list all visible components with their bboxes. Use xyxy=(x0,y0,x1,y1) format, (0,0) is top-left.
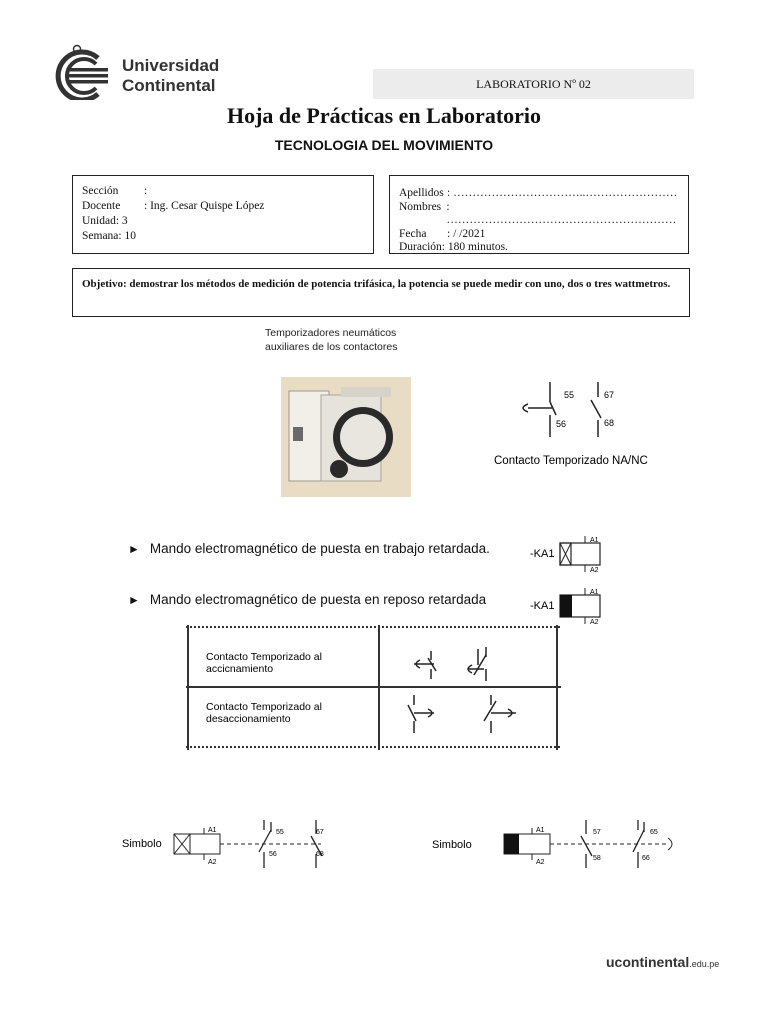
bullet-arrow-icon: ► xyxy=(128,592,140,607)
bullet-text-trabajo: Mando electromagnético de puesta en trabajo retardada. xyxy=(149,541,490,556)
info-row-seccion: Sección : xyxy=(82,185,148,197)
bullet-item-reposo xyxy=(128,592,486,607)
coil-delay-off xyxy=(528,584,608,631)
contact-label-56: 56 xyxy=(556,419,567,429)
university-name-line2: Continental xyxy=(122,76,216,95)
objective-box: Objetivo: demostrar los métodos de medición de potencia trifásica, la potencia se puede medir con uno, dos o tres wattmetros. xyxy=(72,268,690,317)
lab-number-box: LABORATORIO Nº 02 xyxy=(373,69,694,99)
svg-text:A2: A2 xyxy=(590,619,599,626)
svg-text:A2: A2 xyxy=(536,859,545,866)
page-title: Hoja de Prácticas en Laboratorio xyxy=(226,103,542,128)
university-logo xyxy=(48,44,116,105)
footer-domain: .edu.pe xyxy=(689,959,720,969)
photo-caption: Temporizadores neumáticos auxiliares de los contactores xyxy=(265,327,398,353)
info-row-fecha: Fecha : / /2021 xyxy=(399,227,486,240)
contact-caption: Contacto Temporizado NA/NC xyxy=(494,455,648,467)
contact-label-55: 55 xyxy=(564,390,575,400)
info-row-nombres: Nombres : …………………………………………………… xyxy=(399,200,677,226)
info-row-duracion: Duración: 180 minutos. xyxy=(399,241,508,253)
symbol-label: Simbolo xyxy=(122,838,162,850)
svg-text:A1: A1 xyxy=(536,827,545,834)
university-logo-icon xyxy=(48,44,116,100)
svg-text:67: 67 xyxy=(316,829,324,836)
pneumatic-timer-photo xyxy=(281,377,411,502)
table-row-label: Contacto Temporizado al desaccionamiento xyxy=(206,701,322,725)
svg-text:65: 65 xyxy=(650,829,658,836)
symbol-label: Simbolo xyxy=(432,839,472,851)
timed-contacts-table xyxy=(186,625,561,755)
bullet-arrow-icon: ► xyxy=(128,541,140,556)
student-info-box xyxy=(389,175,689,254)
info-row-unidad: Unidad: 3 xyxy=(82,215,128,227)
footer-brand-name: ucontinental xyxy=(606,954,690,970)
coil-label: -KA1 xyxy=(530,548,555,560)
info-row-apellidos: Apellidos : ……………………………..…………………… xyxy=(399,187,678,199)
symbol-delay-off xyxy=(428,812,684,879)
bullet-text-reposo: Mando electromagnético de puesta en reposo retardada xyxy=(149,592,487,607)
coil-delay-on xyxy=(528,532,608,579)
svg-text:68: 68 xyxy=(316,851,324,858)
svg-text:57: 57 xyxy=(593,829,601,836)
svg-text:55: 55 xyxy=(276,829,284,836)
coil-label: -KA1 xyxy=(530,600,555,612)
course-info-box xyxy=(72,175,374,254)
svg-text:66: 66 xyxy=(642,855,650,862)
svg-text:A1: A1 xyxy=(590,537,599,544)
svg-text:A2: A2 xyxy=(208,859,217,866)
university-name-line1: Universidad xyxy=(122,56,220,75)
page-subtitle: TECNOLOGIA DEL MOVIMIENTO xyxy=(274,137,494,153)
bullet-item-trabajo xyxy=(128,541,490,556)
symbol-delay-on xyxy=(116,812,341,879)
svg-text:A1: A1 xyxy=(590,589,599,596)
university-name xyxy=(122,56,219,96)
info-row-semana: Semana: 10 xyxy=(82,230,136,242)
svg-text:A2: A2 xyxy=(590,567,599,574)
svg-text:A1: A1 xyxy=(208,827,217,834)
contact-na-nc-diagram xyxy=(488,360,678,480)
contact-label-68: 68 xyxy=(604,418,615,428)
svg-text:56: 56 xyxy=(269,851,277,858)
svg-text:58: 58 xyxy=(593,855,601,862)
info-row-docente: Docente : Ing. Cesar Quispe López xyxy=(82,200,265,212)
contact-label-67: 67 xyxy=(604,390,615,400)
footer-brand xyxy=(606,954,719,972)
table-row-label: Contacto Temporizado al accicnamiento xyxy=(206,651,322,675)
